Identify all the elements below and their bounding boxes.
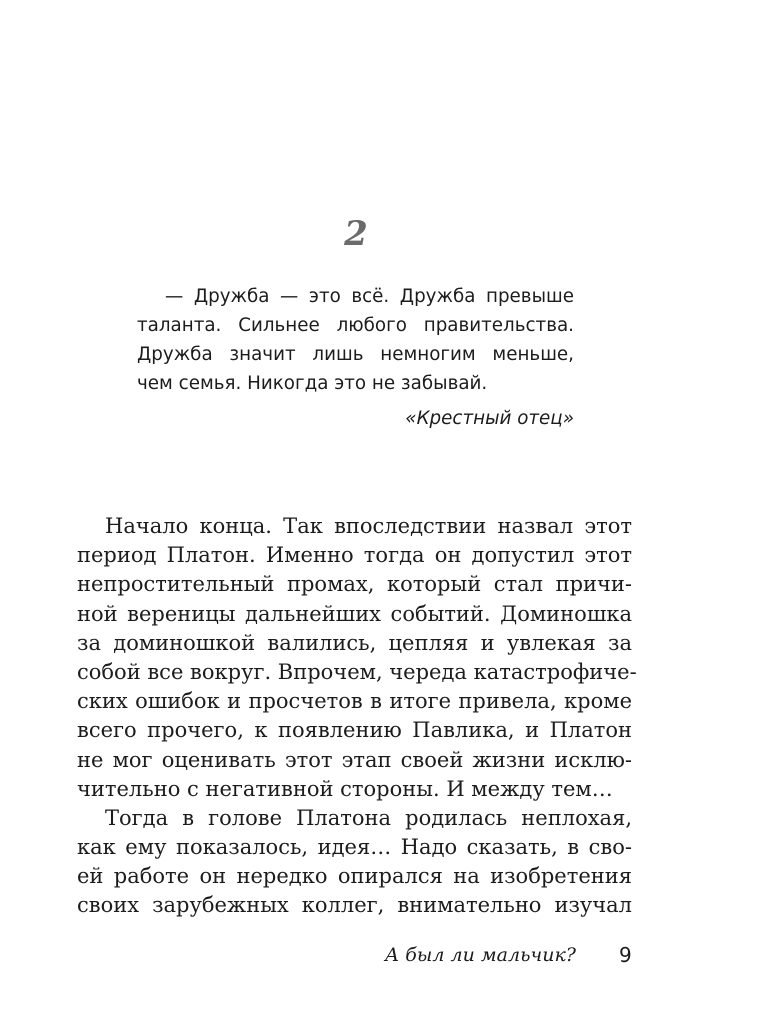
running-title: А был ли мальчик? (384, 944, 576, 966)
body-line: чительно с негативной стороны. И между тем… (77, 776, 613, 801)
epigraph-line: Дружба значит лишь немногим меньше, (137, 344, 574, 365)
body-line: не мог оценивать этот этап своей жизни исклю- (77, 747, 632, 772)
body-line: за доминошкой валились, цепляя и увлекая за (77, 630, 632, 655)
epigraph-line: чем семья. Никогда это не забывай. (137, 373, 488, 394)
epigraph-line: таланта. Сильнее любого правительства. (137, 315, 574, 336)
body-line: период Платон. Именно тогда он допустил этот (77, 543, 632, 568)
body-line: как ему показалось, идея… Надо сказать, в сво- (77, 835, 632, 860)
body-line: непростительный промах, который стал причи- (77, 572, 632, 597)
body-line: Начало конца. Так впоследствии назвал этот (105, 514, 632, 538)
epigraph-source: «Крестный отец» (405, 408, 574, 429)
epigraph-line: — Дружба — это всё. Дружба превыше (165, 286, 574, 307)
body-line: своих зарубежных коллег, внимательно изучал (77, 893, 632, 918)
body-line: Тогда в голове Платона родилась неплохая, (105, 805, 632, 830)
page-number: 9 (619, 943, 632, 967)
body-text (77, 512, 637, 921)
epigraph (137, 282, 574, 398)
body-line: ских ошибок и просчетов в итоге привела, кроме (77, 689, 632, 714)
body-line: всего прочего, к появлению Павлика, и Платон (77, 718, 632, 743)
chapter-number: 2 (344, 214, 368, 254)
body-line: собой все вокруг. Впрочем, череда катастрофиче- (77, 659, 637, 684)
body-line: ной вереницы дальнейших событий. Доминошка (77, 601, 632, 626)
body-line: ей работе он нередко опирался на изобретения (77, 864, 632, 889)
